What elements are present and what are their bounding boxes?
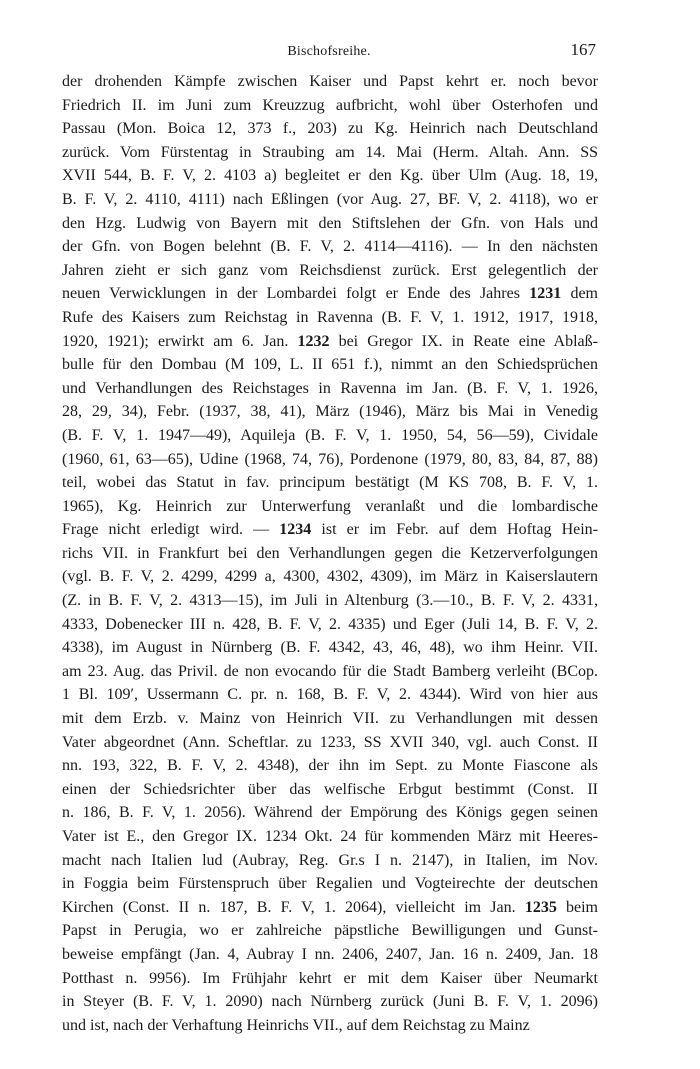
text-line (62, 141, 598, 165)
bold-year: 1234 (279, 521, 312, 539)
text-line (62, 542, 598, 566)
text-line (62, 1014, 598, 1038)
text-segment: und ist, nach der Verhaftung Heinrichs VII., auf dem Reichstag zu Mainz (62, 1016, 530, 1034)
text-segment: (B. F. V, 1. 1947—49), Aquileja (B. F. V, 1. 1950, 54, 56—59), Cividale (62, 426, 598, 444)
text-segment: mit dem Erzb. v. Mainz von Heinrich VII. zu Verhandlungen mit dessen (62, 710, 598, 728)
text-line (62, 424, 598, 448)
text-segment: 1965), Kg. Heinrich zur Unterwerfung veranlaßt und die lombardische (62, 497, 598, 515)
running-title: Bischofsreihe. (287, 44, 371, 59)
text-segment: 4333, Dobenecker III n. 428, B. F. V, 2. 4335) und Eger (Juli 14, B. F. V, 2. (62, 615, 598, 633)
text-segment: Jahren zieht er sich ganz vom Reichsdienst zurück. Erst gelegentlich der (62, 261, 598, 279)
text-segment: Potthast n. 9956). Im Frühjahr kehrt er mit dem Kaiser über Neumarkt (62, 969, 598, 987)
running-head (62, 40, 596, 64)
text-segment: den Hzg. Ludwig von Bayern mit den Stiftslehen der Gfn. von Hals und (62, 214, 598, 232)
text-segment: (vgl. B. F. V, 2. 4299, 4299 a, 4300, 4302, 4309), im März in Kaiserslautern (62, 568, 598, 586)
text-line (62, 683, 598, 707)
text-line (62, 825, 598, 849)
text-segment: 1920, 1921); erwirkt am 6. Jan. (62, 332, 298, 350)
text-segment: richs VII. in Frankfurt bei den Verhandlungen gegen die Ketzerverfolgungen (62, 544, 598, 562)
text-line (62, 754, 598, 778)
text-line (62, 872, 598, 896)
text-line (62, 188, 598, 212)
text-line (62, 967, 598, 991)
text-segment: Papst in Perugia, wo er zahlreiche päpstliche Bewilligungen und Gunst- (62, 922, 598, 940)
bold-year: 1232 (297, 332, 330, 350)
text-segment: bulle für den Dombau (M 109, L. II 651 f.), nimmt an den Schiedsprüchen (62, 356, 598, 374)
body-text (62, 70, 598, 1037)
text-line (62, 636, 598, 660)
text-line (62, 212, 598, 236)
bold-year: 1231 (529, 285, 562, 303)
text-segment: Kirchen (Const. II n. 187, B. F. V, 1. 2064), vielleicht im Jan. (62, 898, 525, 916)
text-line (62, 990, 598, 1014)
text-line (62, 117, 598, 141)
text-segment: Vater ist E., den Gregor IX. 1234 Okt. 24 für kommenden März mit Heeres- (62, 828, 598, 845)
text-segment: n. 186, B. F. V, 1. 2056). Während der Empörung des Königs gegen seinen (62, 804, 598, 822)
text-line (62, 164, 598, 188)
text-segment: Frage nicht erledigt wird. — (62, 521, 280, 539)
text-segment: Passau (Mon. Boica 12, 373 f., 203) zu Kg. Heinrich nach Deutschland (62, 120, 598, 138)
text-line (62, 377, 598, 401)
text-segment: und Verhandlungen des Reichstages in Ravenna im Jan. (B. F. V, 1. 1926, (62, 379, 598, 397)
text-line (62, 613, 598, 637)
text-segment: beim (556, 898, 598, 916)
text-line (62, 518, 598, 542)
text-line (62, 400, 598, 424)
text-segment: beweise empfängt (Jan. 4, Aubray I nn. 2406, 2407, Jan. 16 n. 2409, Jan. 18 (62, 945, 598, 963)
text-segment: am 23. Aug. das Privil. de non evocando für die Stadt Bamberg verleiht (BCop. (62, 662, 598, 680)
text-line (62, 306, 598, 330)
text-segment: (1960, 61, 63—65), Udine (1968, 74, 76), Pordenone (1979, 80, 83, 84, 87, 88) (62, 450, 598, 468)
text-segment: neuen Verwicklungen in der Lombardei folgt er Ende des Jahres (62, 285, 530, 303)
text-segment: der drohenden Kämpfe zwischen Kaiser und Papst kehrt er. noch bevor (62, 73, 598, 90)
text-segment: der Gfn. von Bogen belehnt (B. F. V, 2. 4114—4116). — In den nächsten (62, 238, 598, 256)
text-segment: in Foggia beim Fürstenspruch über Regalien und Vogteirechte der deutschen (62, 875, 598, 893)
text-segment: 4338), im August in Nürnberg (B. F. 4342, 43, 46, 48), wo ihm Heinr. VII. (62, 639, 598, 657)
text-line (62, 353, 598, 377)
text-line (62, 282, 598, 306)
text-segment: dem (561, 285, 599, 303)
text-segment: (Z. in B. F. V, 2. 4313—15), im Juli in Altenburg (3.—10., B. F. V, 2. 4331, (62, 592, 598, 610)
text-line (62, 660, 598, 684)
text-line (62, 896, 598, 920)
text-segment: B. F. V, 2. 4110, 4111) nach Eßlingen (vor Aug. 27, BF. V, 2. 4118), wo er (62, 190, 598, 208)
text-line (62, 589, 598, 613)
text-segment: Vater abgeordnet (Ann. Scheftlar. zu 1233, SS XVII 340, vgl. auch Const. II (62, 733, 598, 751)
text-segment: 1 Bl. 109′, Ussermann C. pr. n. 168, B. F. V, 2. 4344). Wird von hier aus (62, 686, 598, 704)
text-line (62, 565, 598, 589)
text-segment: in Steyer (B. F. V, 1. 2090) nach Nürnberg zurück (Juni B. F. V, 1. 2096) (62, 993, 598, 1011)
text-segment: ist er im Febr. auf dem Hoftag Hein- (311, 521, 599, 539)
text-line (62, 471, 598, 495)
text-line (62, 943, 598, 967)
text-line (62, 235, 598, 259)
text-line (62, 801, 598, 825)
text-line (62, 448, 598, 472)
text-segment: XVII 544, B. F. V, 2. 4103 a) begleitet er den Kg. über Ulm (Aug. 18, 19, (62, 167, 598, 185)
text-line (62, 849, 598, 873)
bold-year: 1235 (524, 898, 557, 916)
text-line (62, 70, 598, 94)
text-line (62, 778, 598, 802)
text-line (62, 495, 598, 519)
text-segment: nn. 193, 322, B. F. V, 2. 4348), der ihn im Sept. zu Monte Fiascone als (62, 757, 598, 775)
text-segment: einen der Schiedsrichter über das welfische Erbgut bestimmt (Const. II (62, 780, 598, 798)
text-segment: Rufe des Kaisers zum Reichstag in Ravenna (B. F. V, 1. 1912, 1917, 1918, (62, 308, 598, 326)
page-number: 167 (570, 40, 596, 59)
text-segment: Friedrich II. im Juni zum Kreuzzug aufbricht, wohl über Osterhofen und (62, 96, 598, 114)
text-line (62, 94, 598, 118)
text-segment: teil, wobei das Statut in fav. principum bestätigt (M KS 708, B. F. V, 1. (62, 474, 598, 492)
text-line (62, 330, 598, 354)
text-line (62, 731, 598, 755)
text-line (62, 259, 598, 283)
text-line (62, 919, 598, 943)
text-segment: macht nach Italien lud (Aubray, Reg. Gr.s I n. 2147), in Italien, im Nov. (62, 851, 598, 869)
text-segment: 28, 29, 34), Febr. (1937, 38, 41), März (1946), März bis Mai in Venedig (62, 403, 598, 421)
text-segment: bei Gregor IX. in Reate eine Ablaß- (329, 332, 598, 350)
text-line (62, 707, 598, 731)
text-segment: zurück. Vom Fürstentag in Straubing am 14. Mai (Herm. Altah. Ann. SS (62, 143, 598, 161)
